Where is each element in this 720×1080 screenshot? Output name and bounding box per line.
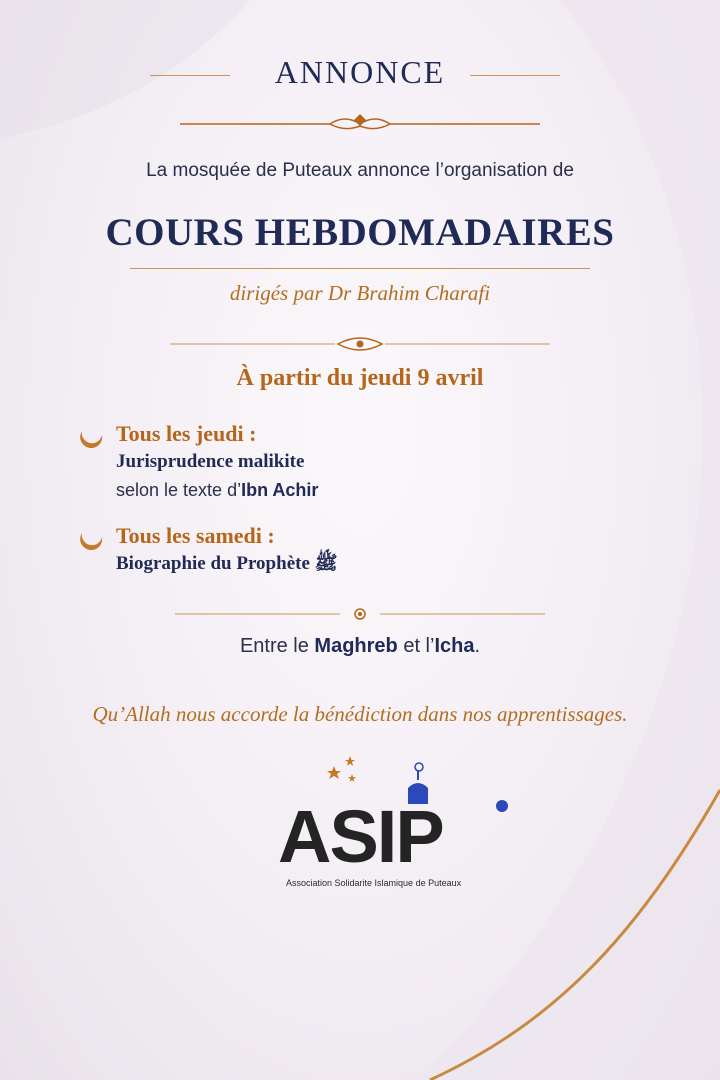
schedule-item-thursday (78, 420, 638, 504)
timing-middle: et l’ (397, 635, 435, 657)
schedule-detail (116, 476, 638, 504)
logo-wordmark: ASIP (278, 795, 443, 878)
schedule-subject: Biographie du Prophète ﷺ (116, 553, 338, 574)
page-title: ANNONCE (274, 54, 446, 90)
schedule-day: Tous les jeudi : (116, 421, 257, 446)
asip-logo (210, 752, 530, 952)
crescent-moon-icon (78, 425, 106, 449)
schedule-item-saturday (78, 522, 638, 578)
timing-text (0, 635, 720, 658)
ornament-divider-middle (170, 334, 550, 354)
header-rule-right (470, 75, 560, 76)
schedule-subject: Jurisprudence malikite (116, 451, 305, 472)
start-date: À partir du jeudi 9 avril (236, 365, 484, 391)
ornament-divider-top (180, 112, 540, 134)
crescent-moon-icon (78, 527, 106, 551)
timing-icha: Icha (434, 635, 475, 657)
leader-text: dirigés par Dr Brahim Charafi (229, 281, 491, 305)
timing-prefix: Entre le (239, 635, 315, 657)
detail-prefix: selon le texte d’ (116, 480, 242, 500)
headline-underline (130, 268, 590, 269)
ornament-divider-bottom (175, 604, 545, 624)
intro-text: La mosquée de Puteaux annonce l’organisation de (146, 160, 574, 181)
headline: COURS HEBDOMADAIRES (105, 211, 615, 254)
blessing-text: Qu’Allah nous accorde la bénédiction dans nos apprentissages. (92, 702, 628, 726)
schedule-day: Tous les samedi : (116, 523, 275, 548)
detail-author: Ibn Achir (241, 480, 319, 500)
timing-maghreb: Maghreb (314, 635, 398, 657)
logo-subtitle: Association Solidarite Islamique de Puteaux (286, 878, 462, 888)
timing-suffix: . (474, 635, 481, 657)
